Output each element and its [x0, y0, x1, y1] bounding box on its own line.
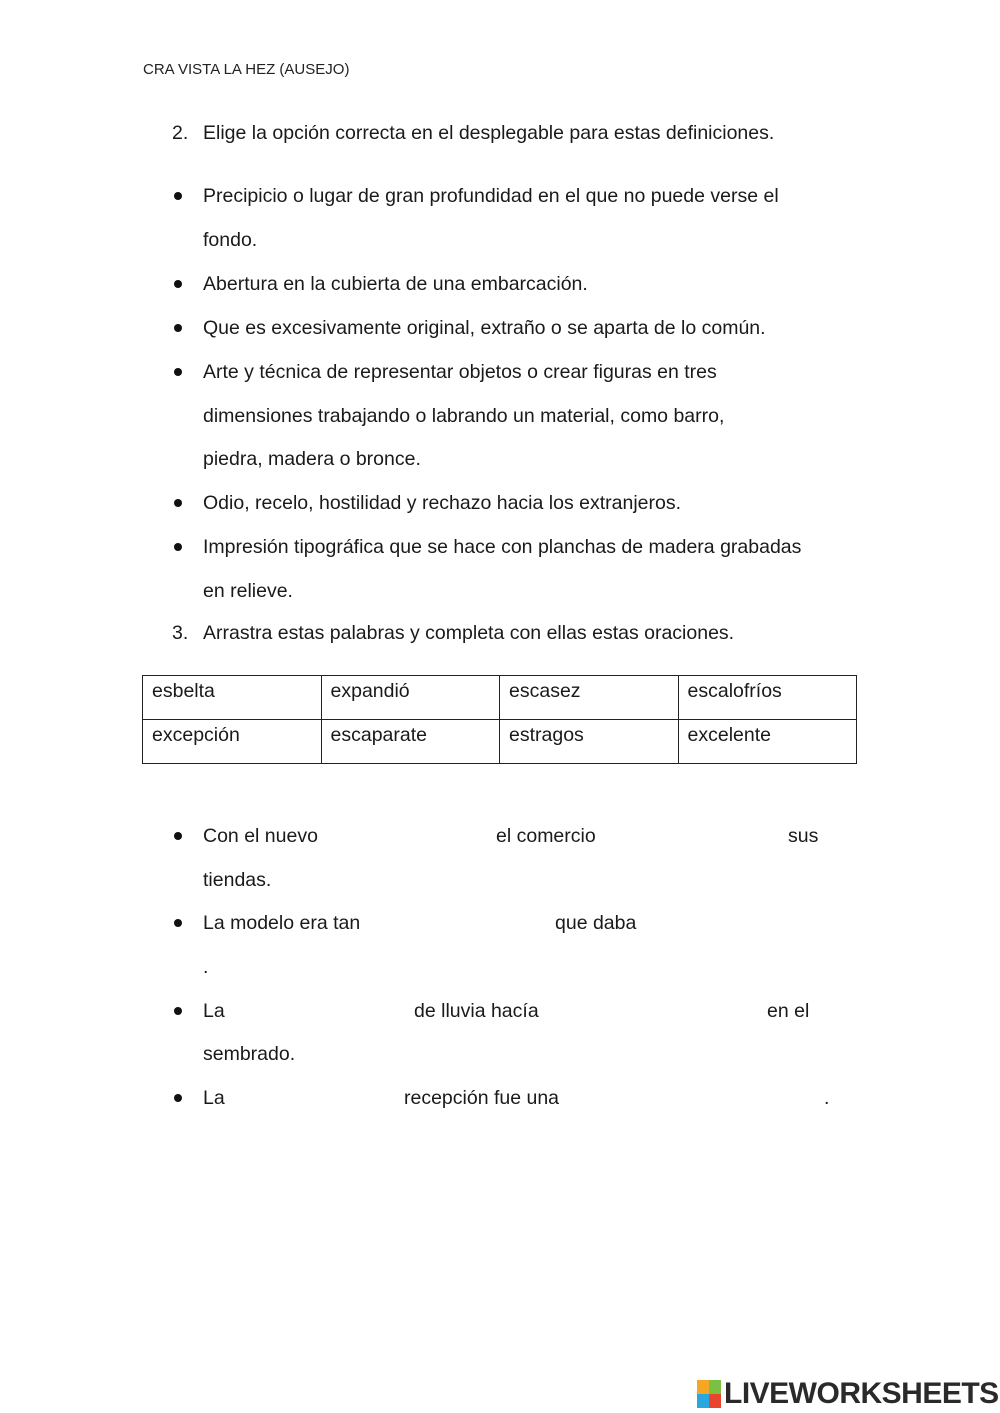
- bullet-icon: [174, 280, 182, 288]
- bullet-icon: [174, 324, 182, 332]
- word-tile[interactable]: expandió: [321, 676, 500, 720]
- sentence-1-continuation: tiendas.: [203, 869, 272, 891]
- sentence-2-continuation: .: [203, 956, 209, 978]
- definition-1-line-2: fondo.: [203, 229, 258, 251]
- sentence-1-part-2: el comercio: [496, 825, 596, 847]
- word-tile[interactable]: excepción: [143, 720, 322, 764]
- liveworksheets-brand: LIVEWORKSHEETS: [724, 1377, 999, 1410]
- sentence-3-continuation: sembrado.: [203, 1043, 296, 1065]
- bullet-icon: [174, 543, 182, 551]
- bullet-icon: [174, 368, 182, 376]
- liveworksheets-logo: [697, 1378, 999, 1410]
- bullet-icon: [174, 832, 182, 840]
- word-tile[interactable]: escaparate: [321, 720, 500, 764]
- word-bank-table: [142, 675, 857, 764]
- bullet-icon: [174, 499, 182, 507]
- word-tile[interactable]: escalofríos: [678, 676, 857, 720]
- section-3-instruction: Arrastra estas palabras y completa con ellas estas oraciones.: [203, 622, 735, 644]
- sentence-2-part-1: La modelo era tan: [203, 912, 361, 934]
- drop-zone[interactable]: [232, 995, 407, 1027]
- definition-1-line-1: Precipicio o lugar de gran profundidad en el que no puede verse el: [203, 185, 779, 207]
- drop-zone[interactable]: [557, 995, 759, 1027]
- sentence-3-part-2: de lluvia hacía: [414, 1000, 539, 1022]
- definition-6-line-2: en relieve.: [203, 580, 293, 602]
- liveworksheets-logo-icon: [697, 1380, 721, 1408]
- bullet-icon: [174, 919, 182, 927]
- sentence-4-part-1: La: [203, 1087, 225, 1109]
- drop-zone[interactable]: [614, 820, 780, 852]
- document-header: CRA VISTA LA HEZ (AUSEJO): [143, 61, 350, 78]
- word-bank-row: [143, 676, 857, 720]
- definition-2: Abertura en la cubierta de una embarcación.: [203, 273, 588, 295]
- drop-zone[interactable]: [232, 1082, 396, 1114]
- word-tile[interactable]: esbelta: [143, 676, 322, 720]
- sentence-1-part-3: sus: [788, 825, 819, 847]
- logo-tile: [697, 1394, 709, 1408]
- bullet-icon: [174, 192, 182, 200]
- word-tile[interactable]: escasez: [500, 676, 679, 720]
- logo-tile: [709, 1394, 721, 1408]
- definition-5: Odio, recelo, hostilidad y rechazo hacia los extranjeros.: [203, 492, 681, 514]
- section-2-instruction: Elige la opción correcta en el desplegable para estas definiciones.: [203, 122, 775, 144]
- sentence-3-part-1: La: [203, 1000, 225, 1022]
- word-tile[interactable]: excelente: [678, 720, 857, 764]
- logo-tile: [709, 1380, 721, 1394]
- sentence-1-part-1: Con el nuevo: [203, 825, 318, 847]
- definition-4-line-1: Arte y técnica de representar objetos o crear figuras en tres: [203, 361, 717, 383]
- sentence-4-part-2: recepción fue una: [404, 1087, 560, 1109]
- word-tile[interactable]: estragos: [500, 720, 679, 764]
- word-bank-row: [143, 720, 857, 764]
- definition-4-line-2: dimensiones trabajando o labrando un material, como barro,: [203, 405, 725, 427]
- definition-4-line-3: piedra, madera o bronce.: [203, 448, 421, 470]
- drop-zone[interactable]: [333, 820, 488, 852]
- bullet-icon: [174, 1094, 182, 1102]
- drop-zone[interactable]: [382, 907, 547, 939]
- sentence-4-part-3: .: [824, 1087, 830, 1109]
- drop-zone[interactable]: [651, 907, 831, 939]
- sentence-2-part-2: que daba: [555, 912, 637, 934]
- logo-tile: [697, 1380, 709, 1394]
- bullet-icon: [174, 1007, 182, 1015]
- section-2-number: 2.: [172, 122, 189, 144]
- section-3-number: 3.: [172, 622, 189, 644]
- drop-zone[interactable]: [583, 1082, 818, 1114]
- definition-3: Que es excesivamente original, extraño o se aparta de lo común.: [203, 317, 766, 339]
- definition-6-line-1: Impresión tipográfica que se hace con planchas de madera grabadas: [203, 536, 802, 558]
- sentence-3-part-3: en el: [767, 1000, 810, 1022]
